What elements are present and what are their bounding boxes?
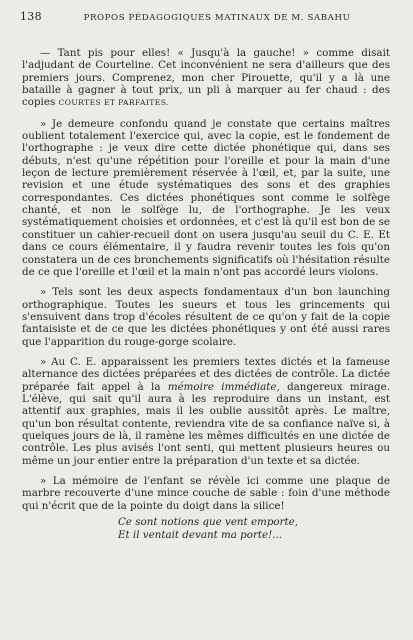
text-body	[22, 47, 390, 541]
emphasis-text: mémoire immédiate,	[167, 380, 280, 393]
verse-line-2: Et il ventait devant ma porte!...	[118, 528, 283, 541]
paragraph-4: » Au C. E. apparaissent les premiers textes dictés et la fameuse alternance des dictées préparées et des dictées de contrôle. La dictée préparée fait appel à la mémoire immédiate, dangereux mirage. L'élève, qui sait qu'il aura à les reproduire dans un instant, est attentif aux graphies, mais il les oublie aussitôt après. Le maître, qu'un bon résultat contente, reviendra vite de sa confiance naïve si, à quelques jours de là, il ramène les mêmes difficultés en une dictée de contrôle. Les plus avisés l'ont senti, qui mettent plusieurs heures ou même un jour entier entre la préparation d'un texte et sa dictée.	[22, 355, 390, 467]
paragraph-5: » La mémoire de l'enfant se révèle ici comme une plaque de marbre recouverte d'une mince couche de sable : foin d'une méthode qui n'écrit que de la pointe du doigt dans la silice!	[22, 475, 390, 512]
running-title: PROPOS PÉDAGOGIQUES MATINAUX DE M. SABAHU	[83, 13, 351, 23]
verse-line-1: Ce sont notions que vent emporte,	[118, 516, 299, 529]
running-header	[20, 10, 392, 23]
page-number: 138	[20, 10, 42, 23]
paragraph-3: » Tels sont les deux aspects fondamentaux d'un bon launching orthographique. Toutes les sueurs et tous les grincements qui s'ensuivent dans trop d'écoles résultent de ce qu'on y fait de la copie fantaisiste et de ce que les dictées phonétiques y ont été aussi rares que l'apparition du rouge-gorge scolaire.	[22, 286, 390, 348]
paragraph-1: — Tant pis pour elles! « Jusqu'à la gauche! » comme disait l'adjudant de Courteline. Cet inconvénient ne sera d'ailleurs que des premiers jours. Comprenez, mon cher Pirouette, qu'il y a là une bataille à gagner à tout prix, un pli à marquer au fer chaud : des copies COURTES ET PARFAITES.	[22, 47, 390, 109]
paragraph-2: » Je demeure confondu quand je constate que certains maîtres oublient totalement l'exercice qui, avec la copie, est le fondement de l'orthographe : je veux dire cette dictée phonétique qui, dans ses débuts, n'est qu'une répétition pour l'oreille et pour la main d'une leçon de lecture premièrement réservée à l'œil, et, par la suite, une revision et une étude systématiques des sons et des graphies correspondantes. Ces dictées phonétiques sont comme le solfège chanté, et non le solfège lu, de l'orthographe. Je les veux systématiquement choisies et ordonnées, et c'est là qu'il est bon de se constituer un cahier-recueil dont on usera jusqu'au seuil du C. E. Et dans ce cours élémentaire, il y faudra revenir toutes les fois qu'on constatera un de ces bronchements significatifs où l'hésitation résulte de ce que l'oreille et l'œil et la main n'ont pas accordé leurs violons.	[22, 117, 390, 278]
verse-quote	[22, 516, 390, 541]
small-caps-phrase: COURTES ET PARFAITES.	[58, 98, 169, 108]
